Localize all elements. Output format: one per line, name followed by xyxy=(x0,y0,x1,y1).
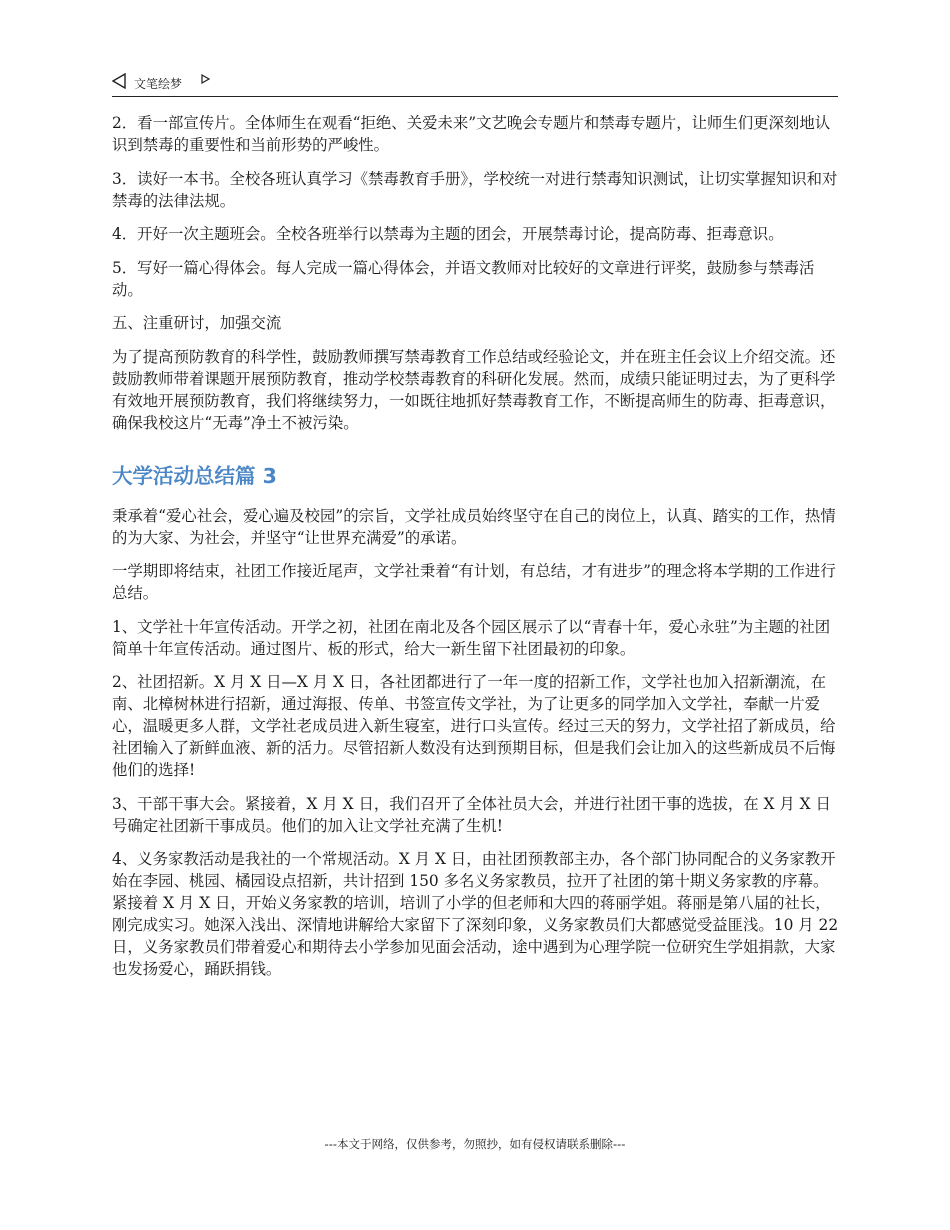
paragraph: 2．看一部宣传片。全体师生在观看“拒绝、关爱未来”文艺晚会专题片和禁毒专题片，让师生们更深刻地认识到禁毒的重要性和当前形势的严峻性。 xyxy=(112,114,831,154)
paragraph: 4、义务家教活动是我社的一个常规活动。X 月 X 日，由社团预教部主办，各个部门协同配合的义务家教开始在李园、桃园、橘园设点招新，共计招到 150 多名义务家教员，拉开了社团的第十期义务家教的序幕。紧接着 X 月 X 日，开始义务家教的培训，培训了小学的但老师和大四的蒋丽学姐。蒋丽是第八届的社长，刚完成实习。她深入浅出、深情地讲解给大家留下了深刻印象，义务家教员们大都感觉受益匪浅。10 月 22 日，义务家教员们带着爱心和期待去小学参加见面会活动，途中遇到为心理学院一位研究生学姐捐款，大家也发扬爱心，踊跃捐钱。 xyxy=(112,850,839,978)
header-brand: 文笔绘梦 xyxy=(134,77,183,91)
section-subheading: 五、注重研讨，加强交流 xyxy=(112,314,282,332)
document-body xyxy=(112,112,842,992)
paragraph: 3．读好一本书。全校各班认真学习《禁毒教育手册》，学校统一对进行禁毒知识测试，让切实掌握知识和对禁毒的法律法规。 xyxy=(112,169,838,210)
page-header xyxy=(112,70,838,97)
paragraph: 秉承着“爱心社会，爱心遍及校园”的宗旨，文学社成员始终坚守在自己的岗位上，认真、踏实的工作，热情的为大家、为社会，并坚守“让世界充满爱”的承诺。 xyxy=(112,506,836,547)
paragraph: 4．开好一次主题班会。全校各班举行以禁毒为主题的团会，开展禁毒讨论，提高防毒、拒毒意识。 xyxy=(112,225,784,243)
triangle-left-icon xyxy=(112,73,126,89)
page-footer: ---本文于网络，仅供参考，勿照抄，如有侵权请联系删除--- xyxy=(324,1137,626,1151)
paragraph: 为了提高预防教育的科学性，鼓励教师撰写禁毒教育工作总结或经验论文，并在班主任会议上介绍交流。还鼓励教师带着课题开展预防教育，推动学校禁毒教育的科研化发展。然而，成绩只能证明过去，为了更科学有效地开展预防教育，我们将继续努力，一如既往地抓好禁毒教育工作，不断提高师生的防毒、拒毒意识，确保我校这片“无毒”净土不被污染。 xyxy=(112,347,836,432)
paragraph: 3、干部干事大会。紧接着，X 月 X 日，我们召开了全体社员大会，并进行社团干事的选拔，在 X 月 X 日号确定社团新干事成员。他们的加入让文学社充满了生机! xyxy=(112,794,831,835)
paragraph: 1、文学社十年宣传活动。开学之初，社团在南北及各个园区展示了以“青春十年，爱心永驻”为主题的社团简单十年宣传活动。通过图片、板的形式，给大一新生留下社团最初的印象。 xyxy=(112,617,831,658)
paragraph: 2、社团招新。X 月 X 日—X 月 X 日，各社团都进行了一年一度的招新工作，文学社也加入招新潮流，在南、北樟树林进行招新，通过海报、传单、书签宣传文学社，为了让更多的同学加入文学社，奉献一片爱心，温暖更多人群，文学社老成员进入新生寝室，进行口头宣传。经过三天的努力，文学社招了新成员，给社团输入了新鲜血液、新的活力。尽管招新人数没有达到预期目标，但是我们会让加入的这些新成员不后悔他们的选择! xyxy=(112,673,836,779)
paragraph: 一学期即将结束，社团工作接近尾声，文学社秉着“有计划，有总结，才有进步”的理念将本学期的工作进行总结。 xyxy=(112,562,836,602)
paragraph: 5．写好一篇心得体会。每人完成一篇心得体会，并语文教师对比较好的文章进行评奖，鼓励参与禁毒活动。 xyxy=(112,258,815,299)
section-title: 大学活动总结篇 3 xyxy=(112,463,277,488)
triangle-right-icon xyxy=(201,74,210,84)
